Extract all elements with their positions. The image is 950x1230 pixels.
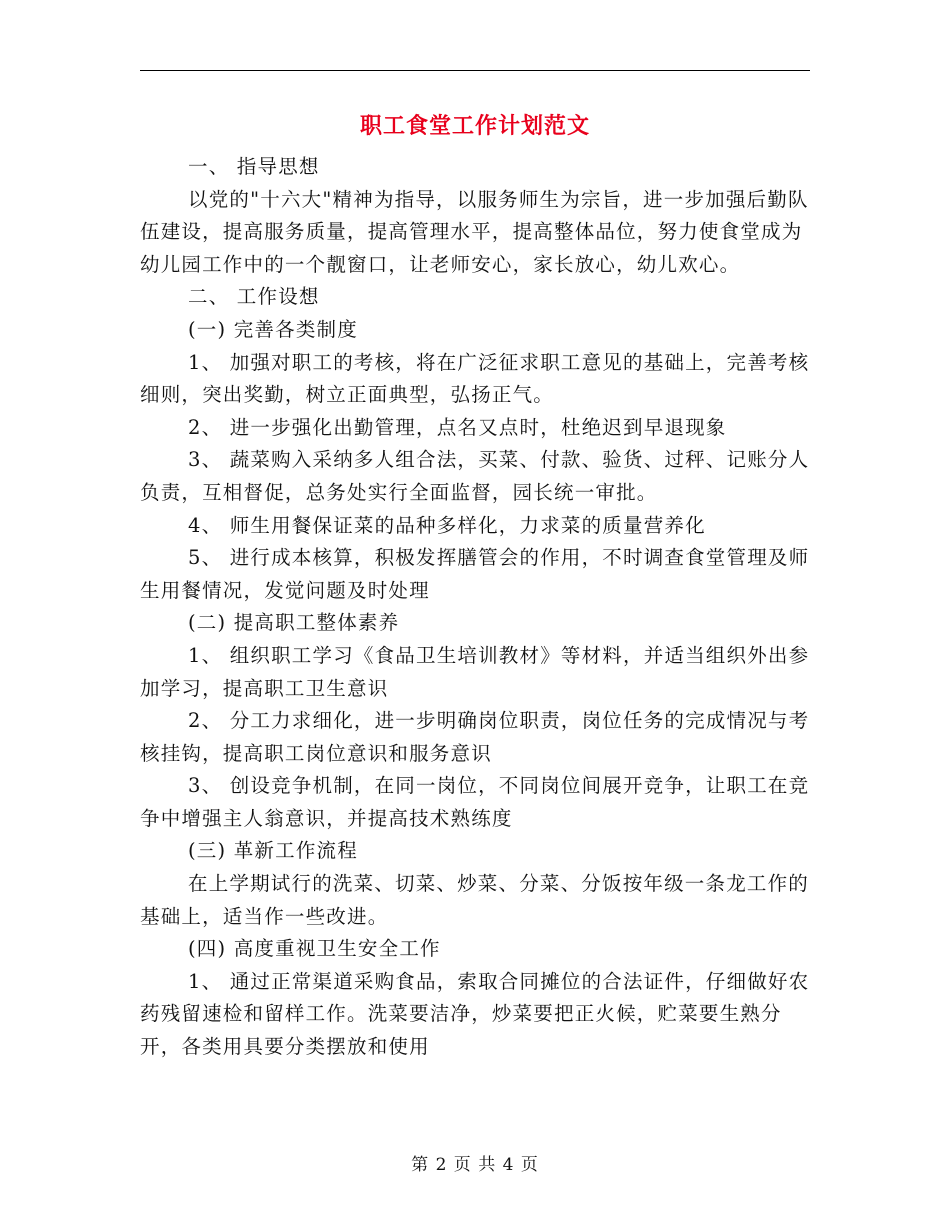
list-item: 2、 进一步强化出勤管理，点名又点时，杜绝迟到早退现象 [188, 415, 727, 439]
paragraph-workflow: 在上学期试行的洗菜、切菜、炒菜、分菜、分饭按年级一条龙工作的基础上，适当作一些改进。 [140, 872, 810, 928]
list-item: 1、 加强对职工的考核，将在广泛征求职工意见的基础上，完善考核细则，突出奖勤，树立正面典型，弘扬正气。 [140, 350, 810, 407]
document-body [140, 151, 816, 1064]
header-rule [140, 70, 810, 71]
list-item: 2、 分工力求细化，进一步明确岗位职责，岗位任务的完成情况与考核挂钩，提高职工岗位意识和服务意识 [140, 709, 810, 765]
list-item: 4、 师生用餐保证菜的品种多样化，力求菜的质量营养化 [188, 513, 706, 537]
list-item: 5、 进行成本核算，积极发挥膳管会的作用，不时调查食堂管理及师生用餐情况，发觉问题及时处理 [140, 546, 810, 602]
subsection-heading-3: (三) 革新工作流程 [188, 839, 358, 863]
list-item: 3、 蔬菜购入采纳多人组合法，买菜、付款、验货、过秤、记账分人负责，互相督促，总务处实行全面监督，园长统一审批。 [140, 448, 810, 504]
list-item: 1、 通过正常渠道采购食品，索取合同摊位的合法证件，仔细做好农药残留速检和留样工作。洗菜要洁净，炒菜要把正火候，贮菜要生熟分开，各类用具要分类摆放和使用 [140, 969, 810, 1059]
list-item: 1、 组织职工学习《食品卫生培训教材》等材料，并适当组织外出参加学习，提高职工卫生意识 [140, 643, 810, 700]
paragraph-guiding-ideology: 以党的"十六大"精神为指导，以服务师生为宗旨，进一步加强后勤队伍建设，提高服务质量，提高管理水平，提高整体品位，努力使食堂成为幼儿园工作中的一个靓窗口，让老师安心，家长放心，幼儿欢心。 [140, 187, 809, 276]
subsection-heading-4: (四) 高度重视卫生安全工作 [188, 937, 441, 961]
document-title: 职工食堂工作计划范文 [359, 113, 590, 139]
subsection-heading-2: (二) 提高职工整体素养 [188, 611, 400, 635]
section-heading-2: 二、 工作设想 [188, 285, 320, 309]
list-item: 3、 创设竞争机制，在同一岗位，不同岗位间展开竞争，让职工在竞争中增强主人翁意识，并提高技术熟练度 [140, 774, 810, 830]
section-heading-1: 一、 指导思想 [188, 155, 320, 178]
subsection-heading-1: (一) 完善各类制度 [188, 317, 358, 341]
page-number: 第 2 页 共 4 页 [411, 1155, 539, 1175]
